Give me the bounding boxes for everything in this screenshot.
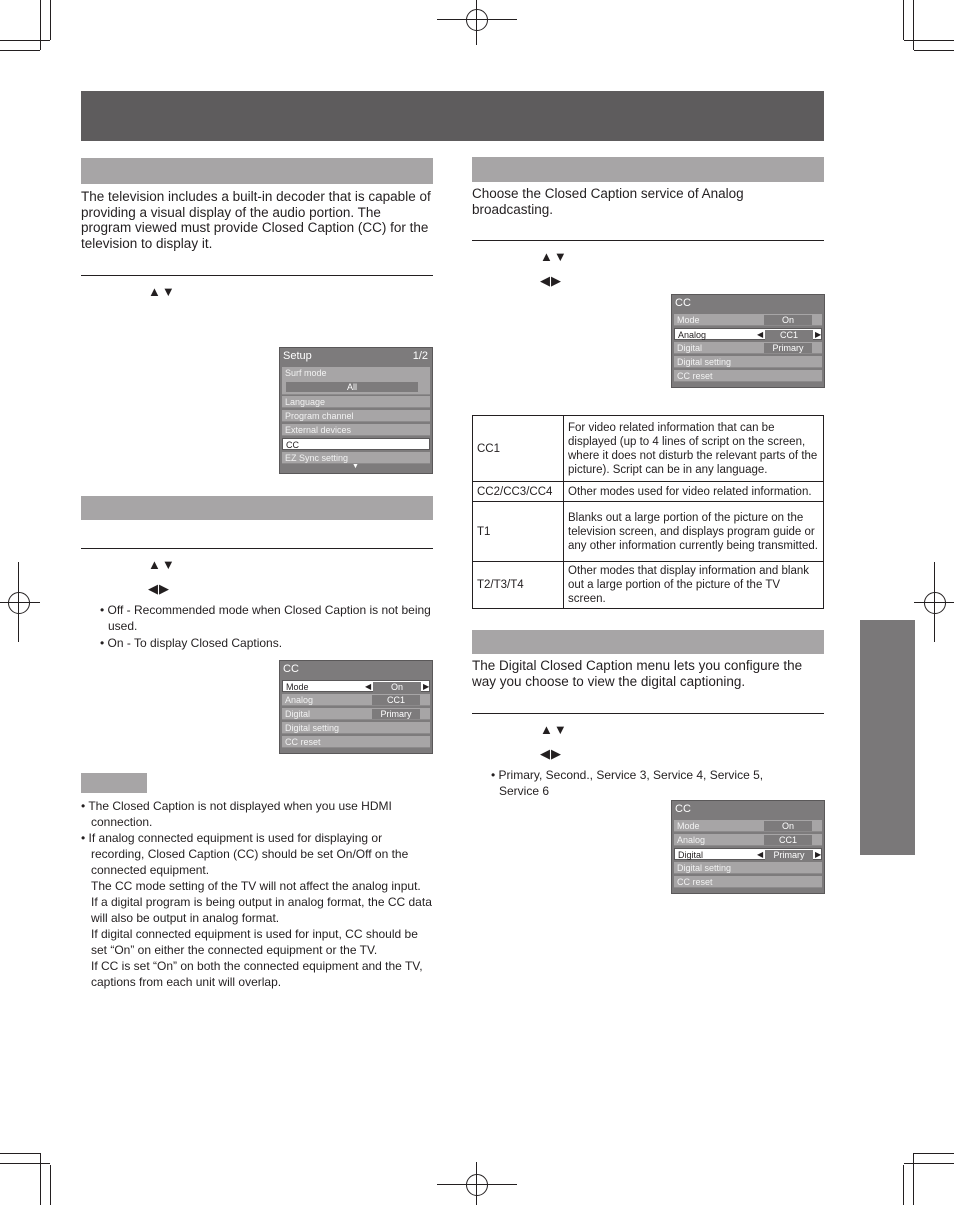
table-row <box>473 416 824 482</box>
menu-item-value: Primary <box>372 709 420 719</box>
menu-item-label: Surf mode <box>285 368 327 378</box>
menu-item-digital[interactable] <box>282 708 430 720</box>
menu-item-analog[interactable] <box>674 328 822 340</box>
arrow-right-icon[interactable]: ▶ <box>815 850 822 859</box>
crop-mark <box>913 0 914 50</box>
menu-item-digital[interactable] <box>674 848 822 860</box>
menu-item-label: Mode <box>677 315 700 325</box>
crop-mark <box>914 50 954 51</box>
table-cell-desc: Other modes that display information and blank out a large portion of the picture of the TV screen. <box>564 562 824 609</box>
menu-item-mode[interactable] <box>282 680 430 692</box>
table-cell-desc: Blanks out a large portion of the picture on the television screen, and displays program guide or any other information currently being transmitted. <box>564 502 824 562</box>
crop-mark <box>50 0 51 40</box>
menu-item-value: On <box>764 315 812 325</box>
note-item: • If analog connected equipment is used for displaying or recording, Closed Caption (CC) should be set On/Off on the connected equipment. <box>81 831 409 877</box>
intro-text: The television includes a built-in decoder that is capable of providing a visual display of the audio portion. The program viewed must provide Closed Caption (CC) for the television to display it. <box>81 189 431 251</box>
notes-list <box>81 798 433 990</box>
section-header-bar <box>472 157 824 182</box>
note-item: If CC is set “On” on both the connected equipment and the TV, captions from each unit will overlap. <box>91 959 423 989</box>
arrow-left-icon[interactable]: ◀ <box>757 850 764 859</box>
crop-mark <box>913 1153 914 1205</box>
divider <box>81 548 433 549</box>
note-text: The Closed Caption is not displayed when you use HDMI connection. <box>88 799 392 829</box>
crop-mark <box>904 1163 954 1164</box>
up-down-arrows-icon: ▲▼ <box>148 557 176 572</box>
registration-mark <box>8 592 30 614</box>
cc-mode-table <box>472 415 824 609</box>
menu-item-label: Mode <box>286 682 309 692</box>
divider <box>81 275 433 276</box>
registration-mark <box>934 562 935 642</box>
table-cell-desc: Other modes used for video related information. <box>564 482 824 502</box>
digital-bullet: • Primary, Second., Service 3, Service 4, Service 5, Service 6 <box>491 768 764 798</box>
registration-mark <box>476 1162 477 1205</box>
left-right-arrows-icon: ◀▶ <box>540 273 562 288</box>
scroll-down-icon[interactable]: ▼ <box>352 463 359 470</box>
menu-item-program-channel[interactable]: Program channel <box>282 410 430 422</box>
menu-item-label: Digital <box>677 343 703 353</box>
up-down-arrows-icon: ▲▼ <box>148 284 176 299</box>
menu-item-ez-sync[interactable]: EZ Sync setting <box>282 452 430 464</box>
registration-mark <box>476 0 477 45</box>
menu-item-value: CC1 <box>372 695 420 705</box>
divider <box>472 240 824 241</box>
left-right-arrows-icon: ◀▶ <box>148 581 170 596</box>
registration-mark <box>18 562 19 642</box>
registration-mark <box>924 592 946 614</box>
menu-item-mode[interactable] <box>674 820 822 832</box>
menu-item-surf-mode[interactable] <box>282 367 430 395</box>
bullet-on: • On - To display Closed Captions. <box>100 636 283 650</box>
menu-title: Setup <box>283 350 312 362</box>
registration-mark <box>437 19 517 20</box>
bullet-off: • Off - Recommended mode when Closed Caption is not being used. <box>100 603 431 633</box>
table-cell-mode: T1 <box>473 502 564 562</box>
side-tab <box>860 620 915 855</box>
menu-item-value: On <box>373 682 421 692</box>
crop-mark <box>0 1163 50 1164</box>
menu-item-digital[interactable] <box>674 342 822 354</box>
table-row <box>473 482 824 502</box>
menu-item-language[interactable]: Language <box>282 396 430 408</box>
menu-item-digital-setting[interactable]: Digital setting <box>674 862 822 874</box>
menu-item-external-devices[interactable]: External devices <box>282 424 430 436</box>
note-item: If a digital program is being output in analog format, the CC data will also be output in analog format. <box>91 895 432 925</box>
note-header-bar <box>81 773 147 793</box>
crop-mark <box>903 0 904 40</box>
analog-intro-text: Choose the Closed Caption service of Analog broadcasting. <box>472 186 744 217</box>
menu-page: 1/2 <box>412 350 428 362</box>
crop-mark <box>50 1165 51 1205</box>
section-header-bar <box>81 496 433 520</box>
menu-item-value: CC1 <box>764 835 812 845</box>
cc-menu-analog <box>671 294 825 388</box>
registration-mark <box>466 1174 488 1196</box>
registration-mark <box>466 9 488 31</box>
table-cell-mode: CC1 <box>473 416 564 482</box>
menu-item-label: Analog <box>677 835 706 845</box>
section-header-bar <box>81 158 433 184</box>
menu-item-mode[interactable] <box>674 314 822 326</box>
arrow-right-icon[interactable]: ▶ <box>423 682 430 691</box>
digital-intro-text: The Digital Closed Caption menu lets you configure the way you choose to view the digital captioning. <box>472 658 803 689</box>
table-cell-mode: T2/T3/T4 <box>473 562 564 609</box>
section-header-bar <box>472 630 824 654</box>
crop-mark <box>0 50 40 51</box>
setup-menu <box>279 347 433 474</box>
menu-item-cc[interactable]: CC <box>282 438 430 450</box>
crop-mark <box>904 40 954 41</box>
up-down-arrows-icon: ▲▼ <box>540 722 568 737</box>
table-cell-mode: CC2/CC3/CC4 <box>473 482 564 502</box>
menu-item-label: Digital <box>285 709 311 719</box>
left-right-arrows-icon: ◀▶ <box>540 746 562 761</box>
cc-menu <box>279 660 433 754</box>
arrow-right-icon[interactable]: ▶ <box>815 330 822 339</box>
crop-mark <box>0 1153 40 1154</box>
divider <box>472 713 824 714</box>
menu-item-digital-setting[interactable]: Digital setting <box>674 356 822 368</box>
crop-mark <box>0 40 50 41</box>
registration-mark <box>437 1184 517 1185</box>
crop-mark <box>903 1165 904 1205</box>
menu-item-label: Analog <box>678 330 707 340</box>
menu-item-value: All <box>286 382 418 392</box>
menu-title: CC <box>283 663 299 675</box>
registration-mark <box>0 602 40 603</box>
menu-item-cc-reset[interactable]: CC reset <box>282 736 430 748</box>
menu-item-analog[interactable] <box>674 834 822 846</box>
up-down-arrows-icon: ▲▼ <box>540 249 568 264</box>
arrow-left-icon[interactable]: ◀ <box>757 330 764 339</box>
menu-title: CC <box>675 803 691 815</box>
menu-item-cc-reset[interactable]: CC reset <box>674 370 822 382</box>
table-row <box>473 562 824 609</box>
menu-item-analog[interactable] <box>282 694 430 706</box>
menu-item-label: Digital <box>678 850 704 860</box>
menu-item-label: Mode <box>677 821 700 831</box>
page-title-bar <box>81 91 824 141</box>
menu-item-label: Analog <box>285 695 314 705</box>
note-item: • The Closed Caption is not displayed when you use HDMI connection. <box>81 799 392 829</box>
arrow-left-icon[interactable]: ◀ <box>365 682 372 691</box>
menu-title: CC <box>675 297 691 309</box>
note-text: If analog connected equipment is used for displaying or recording, Closed Caption (CC) should be set On/Off on the connected equipment. <box>88 831 409 877</box>
menu-item-digital-setting[interactable]: Digital setting <box>282 722 430 734</box>
menu-item-value: Primary <box>765 850 813 860</box>
table-cell-desc: For video related information that can be displayed (up to 4 lines of script on the screen, where it does not disturb the relevant parts of the picture). Script can be in any language. <box>564 416 824 482</box>
table-row <box>473 502 824 562</box>
crop-mark <box>40 0 41 50</box>
menu-item-value: CC1 <box>765 330 813 340</box>
note-item: The CC mode setting of the TV will not affect the analog input. <box>91 879 421 893</box>
cc-menu-digital <box>671 800 825 894</box>
menu-item-cc-reset[interactable]: CC reset <box>674 876 822 888</box>
crop-mark <box>40 1153 41 1205</box>
menu-item-value: Primary <box>764 343 812 353</box>
crop-mark <box>914 1153 954 1154</box>
menu-item-value: On <box>764 821 812 831</box>
note-item: If digital connected equipment is used for input, CC should be set “On” on either the connected equipment or the TV. <box>91 927 418 957</box>
